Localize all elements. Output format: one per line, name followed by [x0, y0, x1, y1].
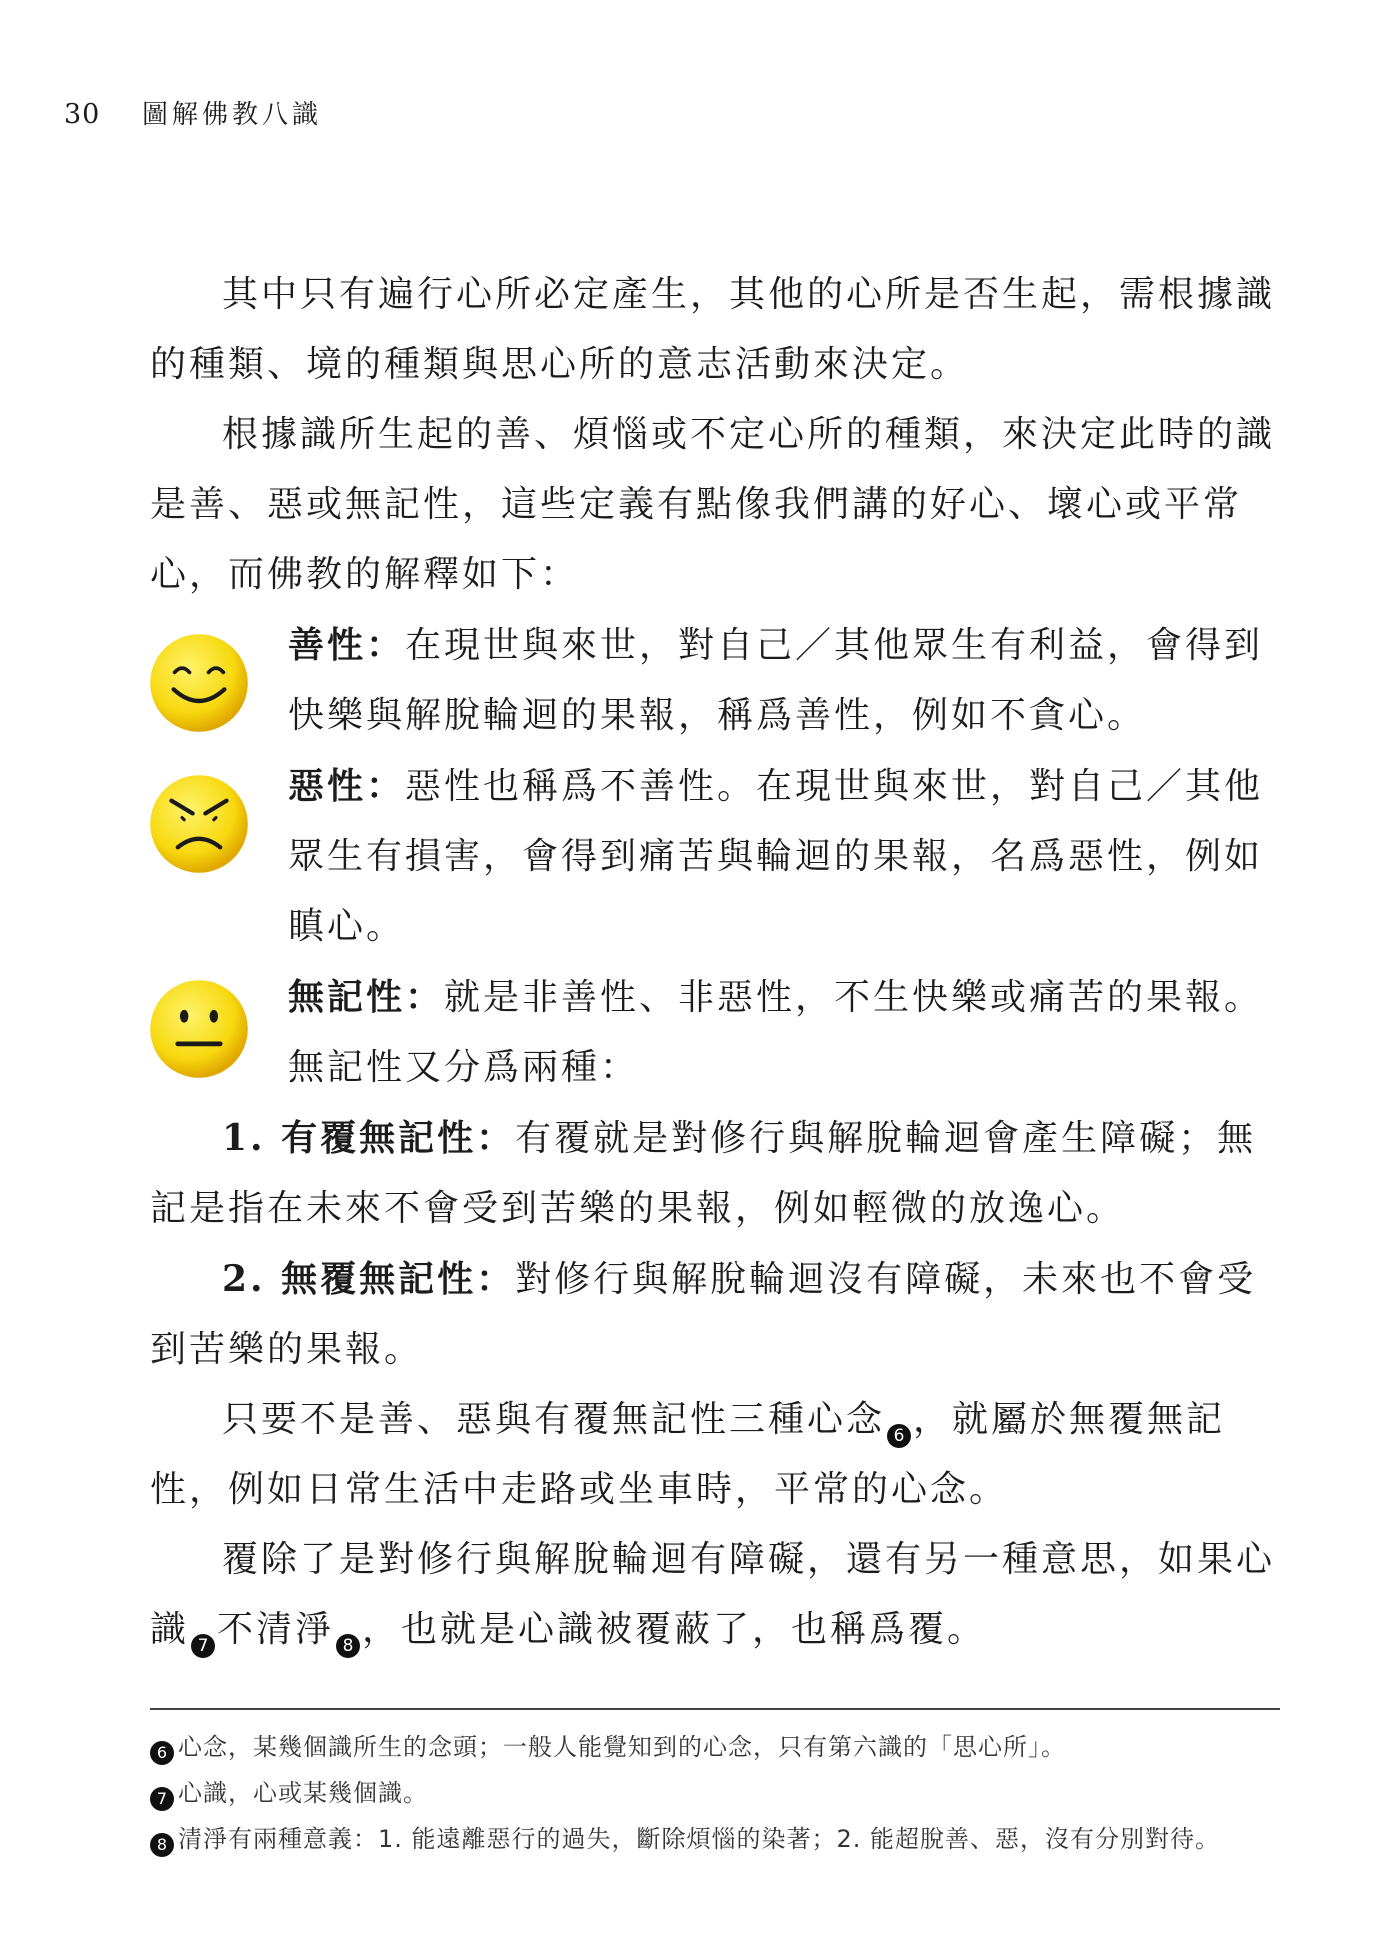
paragraph-text: 覆除了是對修行與解脫輪迴有障礙，還有另一種意思，如果心識 — [150, 1539, 1276, 1650]
footnote — [150, 1770, 1350, 1816]
footnote-number: 6 — [150, 1741, 174, 1765]
paragraph-text: ，也就是心識被覆蔽了，也稱爲覆。 — [362, 1609, 987, 1650]
paragraph-text: 只要不是善、惡與有覆無記性三種心念 — [222, 1399, 886, 1440]
footnote-marker[interactable]: 7 — [191, 1634, 215, 1658]
footnote-marker[interactable]: 8 — [336, 1634, 360, 1658]
footnote-number: 7 — [150, 1787, 174, 1811]
paragraph-text: ，就屬於無覆無記性，例如日常生活中走路或坐車時，平常的心念。 — [150, 1399, 1226, 1510]
paragraph: 其中只有遍行心所必定產生，其他的心所是否生起，需根據識的種類、境的種類與思心所的意志活動來決定。 — [150, 274, 1276, 385]
page-header — [64, 94, 322, 131]
nature-text: 在現世與來世，對自己／其他眾生有利益，會得到快樂與解脫輪迴的果報，稱爲善性，例如不貪心。 — [288, 625, 1264, 736]
nature-text: 惡性也稱爲不善性。在現世與來世，對自己／其他眾生有損害，會得到痛苦與輪迴的果報，名爲惡性，例如瞋心。 — [288, 766, 1264, 947]
list-term: 1. 有覆無記性： — [222, 1117, 516, 1159]
nature-term: 善性： — [288, 624, 406, 666]
list-item — [150, 1103, 1275, 1244]
footnotes — [150, 1724, 1350, 1862]
smiling-face-icon — [146, 630, 252, 736]
nature-term: 無記性： — [288, 976, 445, 1018]
list-term: 2. 無覆無記性： — [222, 1258, 516, 1300]
evil-nature-item — [150, 751, 1275, 962]
angry-face-icon — [146, 771, 252, 877]
page-number: 30 — [64, 99, 101, 130]
list-text: 有覆就是對修行與解脫輪迴會產生障礙；無記是指在未來不會受到苦樂的果報，例如輕微的放逸心。 — [150, 1118, 1257, 1229]
good-nature-item — [150, 610, 1275, 751]
footnote-text: 清淨有兩種意義：1. 能遠離惡行的過失，斷除煩惱的染著；2. 能超脫善、惡，沒有分別對待。 — [178, 1825, 1221, 1853]
paragraph: 根據識所生起的善、煩惱或不定心所的種類，來決定此時的識是善、惡或無記性，這些定義有點像我們講的好心、壞心或平常心，而佛教的解釋如下： — [150, 414, 1276, 595]
book-title: 圖解佛教八識 — [142, 100, 323, 130]
nature-term: 惡性： — [288, 765, 406, 807]
footnote-marker[interactable]: 6 — [887, 1424, 911, 1448]
footnote — [150, 1816, 1350, 1862]
footnote-number: 8 — [150, 1833, 174, 1857]
main-text — [150, 260, 1275, 1665]
neutral-nature-item — [150, 962, 1275, 1103]
paragraph-text: 不清淨 — [217, 1609, 335, 1650]
neutral-face-icon — [146, 976, 252, 1082]
list-item — [150, 1244, 1275, 1385]
nature-text: 就是非善性、非惡性，不生快樂或痛苦的果報。 — [444, 977, 1264, 1018]
list-text: 對修行與解脫輪迴沒有障礙，未來也不會受到苦樂的果報。 — [150, 1259, 1257, 1370]
nature-text-continued: 無記性又分爲兩種： — [288, 1047, 640, 1088]
paragraph — [150, 1525, 1275, 1665]
footnote-text: 心識，心或某幾個識。 — [178, 1779, 428, 1807]
paragraph — [150, 1385, 1275, 1525]
footnote-divider — [150, 1708, 1280, 1710]
footnote-text: 心念，某幾個識所生的念頭；一般人能覺知到的心念，只有第六識的「思心所」。 — [178, 1733, 1066, 1761]
footnote — [150, 1724, 1350, 1770]
